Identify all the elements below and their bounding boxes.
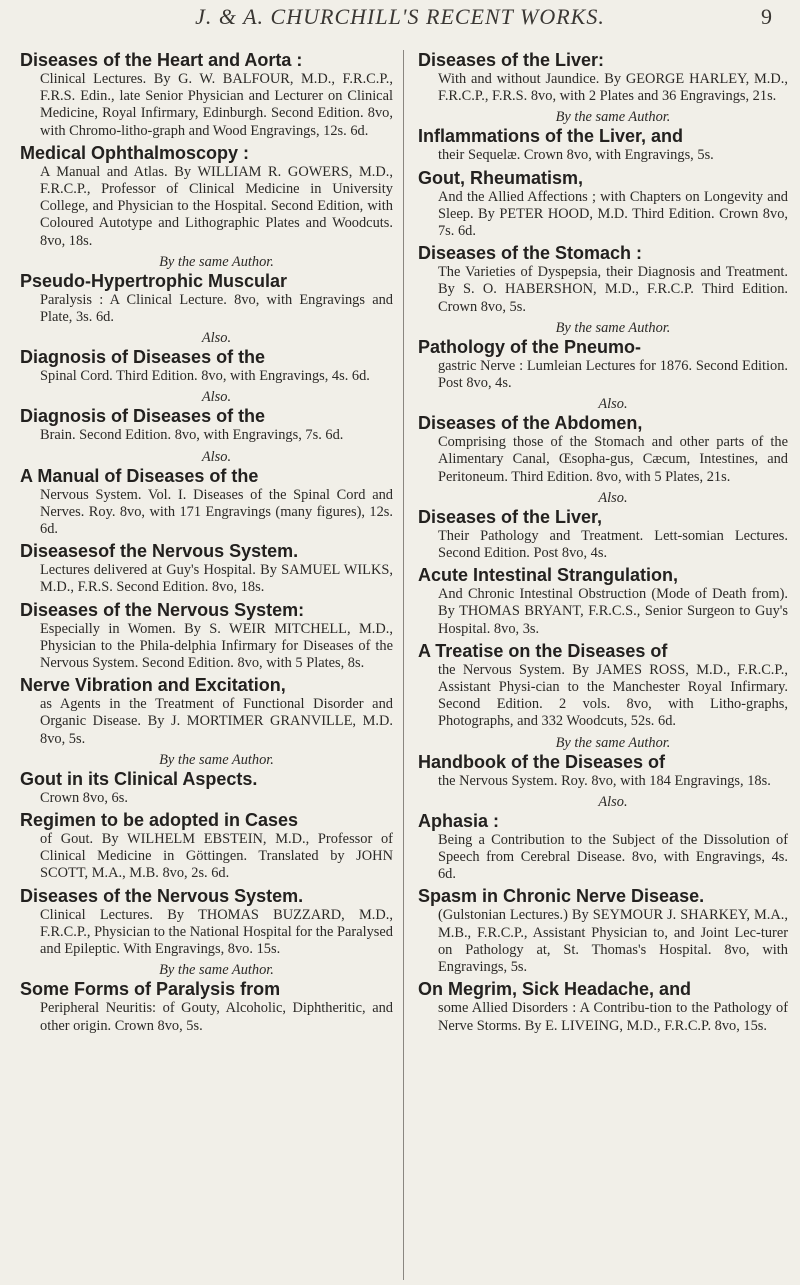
book-entry [418, 886, 788, 976]
book-title: Regimen to be adopted in Cases [20, 810, 299, 831]
same-author-note: Also. [201, 448, 232, 465]
book-title: Diagnosis of Diseases of the [20, 406, 266, 427]
book-title: Pathology of the Pneumo- [417, 336, 641, 357]
book-entry [418, 811, 788, 884]
book-title: Diseases of the Nervous System: [20, 599, 305, 620]
book-entry [418, 507, 788, 562]
book-title: Acute Intestinal Strangulation, [417, 565, 678, 586]
book-entry [418, 337, 788, 392]
book-description: And Chronic Intestinal Obstruction (Mode of Death from). By THOMAS BRYANT, F.R.C.S., Senior Surgeon to Guy's Hospital. 8vo, 3s. [437, 586, 788, 637]
book-title: Medical Ophthalmoscopy : [20, 142, 250, 163]
book-description: Nervous System. Vol. I. Diseases of the Spinal Cord and Nerves. Roy. 8vo, with 171 Engravings (many figures), 12s. 6d. [40, 486, 393, 538]
book-entry [20, 406, 393, 444]
book-title: Spasm in Chronic Nerve Disease. [417, 886, 705, 907]
book-entry [418, 50, 788, 105]
book-description: Their Pathology and Treatment. Lett-somian Lectures. Second Edition. Post 8vo, 4s. [437, 527, 788, 562]
same-author-note: Also. [598, 396, 628, 413]
book-entry [20, 810, 393, 883]
book-description: gastric Nerve : Lumleian Lectures for 1876. Second Edition. Post 8vo, 4s. [437, 357, 788, 392]
book-description: Clinical Lectures. By G. W. BALFOUR, M.D., F.R.C.P., F.R.S. Edin., late Senior Physician and Lecturer on Clinical Medicine, Royal Infirmary, Edinburgh. Second Edition. 8vo, with Chromo-litho-graph and Wood Engravings, 12s. 6d. [40, 71, 393, 139]
book-entry [418, 168, 788, 241]
book-description: the Nervous System. By JAMES ROSS, M.D., F.R.C.P., Assistant Physi-cian to the Manchester Royal Infirmary. Second Edition. 2 vols. 8vo, with Litho-graphs, Photographs, and 332 Woodcuts, 52s. 6d. [437, 661, 788, 730]
book-description: Especially in Women. By S. WEIR MITCHELL, M.D., Physician to the Phila-delphia Infirmary for Diseases of the Nervous System. Second Edition. 8vo, with 5 Plates, 8s. [40, 620, 393, 672]
book-description: (Gulstonian Lectures.) By SEYMOUR J. SHARKEY, M.A., M.B., F.R.C.P., Assistant Physician to, and Joint Lec-turer on Pathology at, St. Thomas's Hospital. 8vo, with Engravings, 5s. [437, 907, 788, 976]
book-description: Peripheral Neuritis: of Gouty, Alcoholic, Diphtheritic, and other origin. Crown 8vo, 5s. [40, 1000, 393, 1034]
book-description: Comprising those of the Stomach and other parts of the Alimentary Canal, Œsopha-gus, Cæcum, Intestines, and Peritoneum. Third Edition. 8vo, with 5 Plates, 21s. [437, 434, 788, 485]
book-description: And the Allied Affections ; with Chapters on Longevity and Sleep. By PETER HOOD, M.D. Third Edition. Crown 8vo, 7s. 6d. [437, 188, 788, 240]
same-author-note: Also. [201, 389, 232, 406]
book-entry [20, 886, 393, 959]
book-description: Lectures delivered at Guy's Hospital. By SAMUEL WILKS, M.D., F.R.S. Second Edition. 8vo, 18s. [40, 562, 393, 596]
book-title: Nerve Vibration and Excitation, [20, 675, 286, 696]
book-entry [20, 769, 393, 807]
book-description: the Nervous System. Roy. 8vo, with 184 Engravings, 18s. [437, 772, 771, 789]
book-entry [20, 271, 393, 326]
book-entry [418, 413, 788, 486]
book-title: Gout, Rheumatism, [417, 167, 583, 188]
book-title: Diseases of the Liver, [417, 506, 603, 527]
page-number: 9 [761, 4, 772, 29]
book-description: Crown 8vo, 6s. [40, 789, 128, 806]
book-entry [20, 143, 393, 250]
book-entry [418, 565, 788, 638]
book-title: Diseasesof the Nervous System. [20, 541, 299, 562]
running-head: J. & A. CHURCHILL'S RECENT WORKS. [195, 4, 605, 29]
book-title: Diseases of the Heart and Aorta : [20, 50, 303, 70]
book-description: Being a Contribution to the Subject of the Dissolution of Speech from Cerebral Disease. 8vo, with Engravings, 4s. 6d. [437, 831, 788, 883]
left-column [20, 50, 404, 1280]
book-title: Handbook of the Diseases of [417, 751, 666, 772]
book-title: Inflammations of the Liver, and [417, 126, 684, 147]
book-description: Brain. Second Edition. 8vo, with Engravings, 7s. 6d. [40, 427, 344, 444]
book-entry [20, 347, 393, 385]
book-title: Diagnosis of Diseases of the [20, 347, 266, 368]
book-description: some Allied Disorders : A Contribu-tion to the Pathology of Nerve Storms. By E. LIVEING, M.D., F.R.C.P. 8vo, 15s. [437, 1000, 788, 1034]
book-entry [418, 126, 788, 164]
book-entry [20, 541, 393, 596]
book-entry [20, 50, 393, 140]
two-column-layout [20, 50, 788, 1280]
book-description: as Agents in the Treatment of Functional Disorder and Organic Disease. By J. MORTIMER GRANVILLE, M.D. 8vo, 5s. [40, 696, 393, 747]
book-title: Diseases of the Stomach : [417, 243, 643, 264]
book-title: A Treatise on the Diseases of [417, 640, 668, 661]
book-entry [418, 641, 788, 731]
book-title: Pseudo-Hypertrophic Muscular [20, 270, 288, 291]
book-description: A Manual and Atlas. By WILLIAM R. GOWERS, M.D., F.R.C.P., Professor of Clinical Medicine in University College, and Physician to the Hospital. Second Edition, with Coloured Autotype and Lithographic Plates and Woodcuts. 8vo, 18s. [40, 163, 393, 249]
book-description: Spinal Cord. Third Edition. 8vo, with Engravings, 4s. 6d. [40, 368, 370, 385]
book-entry [20, 979, 393, 1034]
same-author-note: By the same Author. [555, 109, 671, 126]
same-author-note: Also. [598, 793, 628, 810]
book-description: With and without Jaundice. By GEORGE HARLEY, M.D., F.R.C.P., F.R.S. 8vo, with 2 Plates and 36 Engravings, 21s. [437, 71, 788, 105]
book-entry [20, 466, 393, 539]
book-description: The Varieties of Dyspepsia, their Diagnosis and Treatment. By S. O. HABERSHON, M.D., F.R.C.P. Third Edition. Crown 8vo, 5s. [437, 264, 788, 315]
same-author-note: Also. [201, 330, 232, 347]
same-author-note: By the same Author. [159, 962, 274, 979]
book-title: Some Forms of Paralysis from [20, 979, 281, 1000]
book-description: their Sequelæ. Crown 8vo, with Engravings, 5s. [437, 147, 714, 164]
right-column [418, 50, 788, 1280]
book-description: Paralysis : A Clinical Lecture. 8vo, with Engravings and Plate, 3s. 6d. [40, 291, 393, 326]
book-title: Diseases of the Liver: [417, 50, 605, 70]
same-author-note: Also. [598, 489, 628, 506]
same-author-note: By the same Author. [159, 253, 274, 270]
book-entry [418, 243, 788, 316]
book-entry [418, 979, 788, 1034]
book-title: Aphasia : [417, 810, 499, 831]
book-entry [418, 752, 788, 790]
same-author-note: By the same Author. [555, 734, 671, 751]
same-author-note: By the same Author. [555, 319, 671, 336]
book-title: Diseases of the Nervous System. [20, 885, 304, 906]
book-title: Gout in its Clinical Aspects. [20, 768, 258, 789]
same-author-note: By the same Author. [159, 751, 274, 768]
book-title: On Megrim, Sick Headache, and [417, 979, 692, 1000]
book-title: Diseases of the Abdomen, [417, 413, 643, 434]
book-entry [20, 675, 393, 748]
book-entry [20, 600, 393, 673]
book-description: Clinical Lectures. By THOMAS BUZZARD, M.D., F.R.C.P., Physician to the National Hospital for the Paralysed and Epileptic. With Engravings, 8vo. 15s. [40, 906, 393, 958]
book-description: of Gout. By WILHELM EBSTEIN, M.D., Professor of Clinical Medicine in Göttingen. Translated by JOHN SCOTT, M.A., M.B. 8vo, 2s. 6d. [40, 831, 393, 882]
book-title: A Manual of Diseases of the [20, 465, 259, 486]
